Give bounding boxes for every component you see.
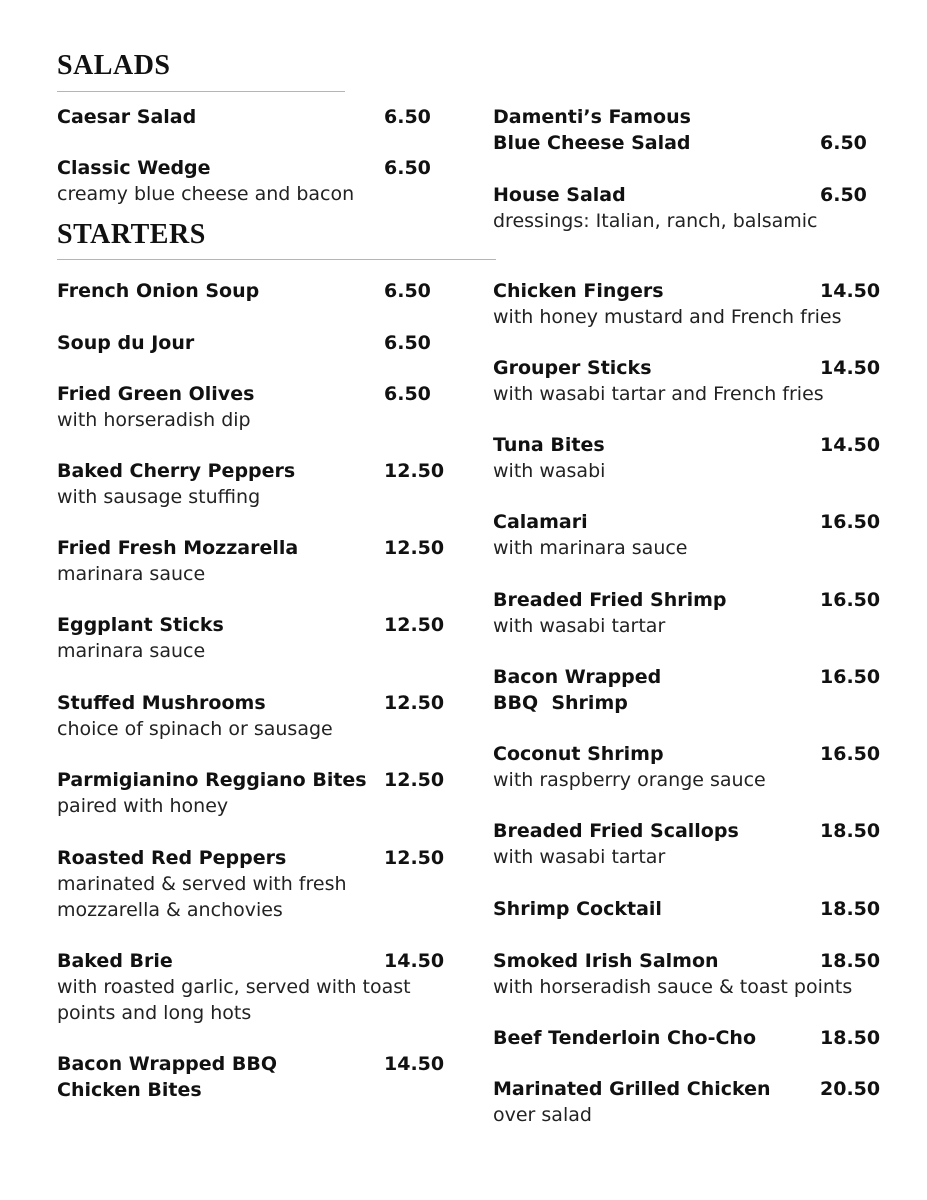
item-description-line2: mozzarella & anchovies: [57, 899, 283, 921]
item-name: Caesar Salad: [57, 106, 197, 128]
item-name: Coconut Shrimp: [493, 743, 664, 765]
item-price: 6.50: [384, 157, 431, 179]
item-name: Beef Tenderloin Cho-Cho: [493, 1027, 756, 1049]
item-name: Bacon Wrapped BBQ: [57, 1053, 277, 1075]
item-price: 6.50: [384, 280, 431, 302]
item-price: 16.50: [820, 589, 881, 611]
item-name-line2: Blue Cheese Salad: [493, 132, 691, 154]
item-price: 18.50: [820, 1027, 881, 1049]
item-name: Parmigianino Reggiano Bites: [57, 769, 367, 791]
item-price: 16.50: [820, 666, 881, 688]
item-price: 20.50: [820, 1078, 881, 1100]
item-price: 14.50: [820, 280, 881, 302]
item-price: 14.50: [820, 357, 881, 379]
item-description: with honey mustard and French fries: [493, 306, 842, 328]
item-price: 12.50: [384, 769, 445, 791]
item-description: paired with honey: [57, 795, 229, 817]
item-name: Calamari: [493, 511, 588, 533]
item-description: creamy blue cheese and bacon: [57, 183, 355, 205]
item-description: with horseradish sauce & toast points: [493, 976, 853, 998]
item-price: 16.50: [820, 511, 881, 533]
item-description: over salad: [493, 1104, 592, 1126]
item-name: Grouper Sticks: [493, 357, 652, 379]
item-price: 18.50: [820, 950, 881, 972]
item-name: Smoked Irish Salmon: [493, 950, 719, 972]
item-description: with marinara sauce: [493, 537, 688, 559]
item-name: Shrimp Cocktail: [493, 898, 662, 920]
item-name: Stuffed Mushrooms: [57, 692, 266, 714]
item-price: 12.50: [384, 537, 445, 559]
item-description: with wasabi tartar: [493, 846, 666, 868]
item-price: 6.50: [384, 383, 431, 405]
item-name-line2: BBQ Shrimp: [493, 692, 628, 714]
item-price: 16.50: [820, 743, 881, 765]
item-price: 18.50: [820, 820, 881, 842]
item-price: 12.50: [384, 847, 445, 869]
item-description: with roasted garlic, served with toast: [57, 976, 411, 998]
item-price: 14.50: [820, 434, 881, 456]
item-description: choice of spinach or sausage: [57, 718, 333, 740]
item-price: 14.50: [384, 950, 445, 972]
item-price: 18.50: [820, 898, 881, 920]
starters-rule: [57, 259, 496, 260]
item-price: 6.50: [384, 106, 431, 128]
item-price: 6.50: [820, 132, 867, 154]
item-name: Marinated Grilled Chicken: [493, 1078, 771, 1100]
item-name-line2: Chicken Bites: [57, 1079, 202, 1101]
item-price: 12.50: [384, 692, 445, 714]
item-name: Breaded Fried Shrimp: [493, 589, 727, 611]
item-name: Fried Fresh Mozzarella: [57, 537, 299, 559]
item-description: with sausage stuffing: [57, 486, 261, 508]
salads-heading: SALADS: [57, 50, 171, 81]
item-name: Baked Brie: [57, 950, 173, 972]
item-price: 6.50: [384, 332, 431, 354]
item-name: Fried Green Olives: [57, 383, 255, 405]
item-name: Roasted Red Peppers: [57, 847, 287, 869]
starters-heading: STARTERS: [57, 219, 206, 250]
item-name: Damenti’s Famous: [493, 106, 691, 128]
item-description: dressings: Italian, ranch, balsamic: [493, 210, 818, 232]
item-name: Bacon Wrapped: [493, 666, 662, 688]
item-price: 6.50: [820, 184, 867, 206]
item-name: Soup du Jour: [57, 332, 195, 354]
item-name: Eggplant Sticks: [57, 614, 224, 636]
item-name: French Onion Soup: [57, 280, 260, 302]
item-description-line2: points and long hots: [57, 1002, 252, 1024]
item-name: Chicken Fingers: [493, 280, 664, 302]
item-name: Breaded Fried Scallops: [493, 820, 739, 842]
salads-rule: [57, 91, 345, 92]
item-name: House Salad: [493, 184, 626, 206]
item-price: 12.50: [384, 460, 445, 482]
item-name: Tuna Bites: [493, 434, 605, 456]
item-price: 12.50: [384, 614, 445, 636]
item-description: with wasabi: [493, 460, 606, 482]
item-description: marinara sauce: [57, 563, 206, 585]
item-description: with raspberry orange sauce: [493, 769, 766, 791]
item-price: 14.50: [384, 1053, 445, 1075]
item-description: marinated & served with fresh: [57, 873, 347, 895]
item-description: marinara sauce: [57, 640, 206, 662]
item-name: Classic Wedge: [57, 157, 211, 179]
item-description: with wasabi tartar and French fries: [493, 383, 824, 405]
item-name: Baked Cherry Peppers: [57, 460, 296, 482]
item-description: with horseradish dip: [57, 409, 251, 431]
item-description: with wasabi tartar: [493, 615, 666, 637]
